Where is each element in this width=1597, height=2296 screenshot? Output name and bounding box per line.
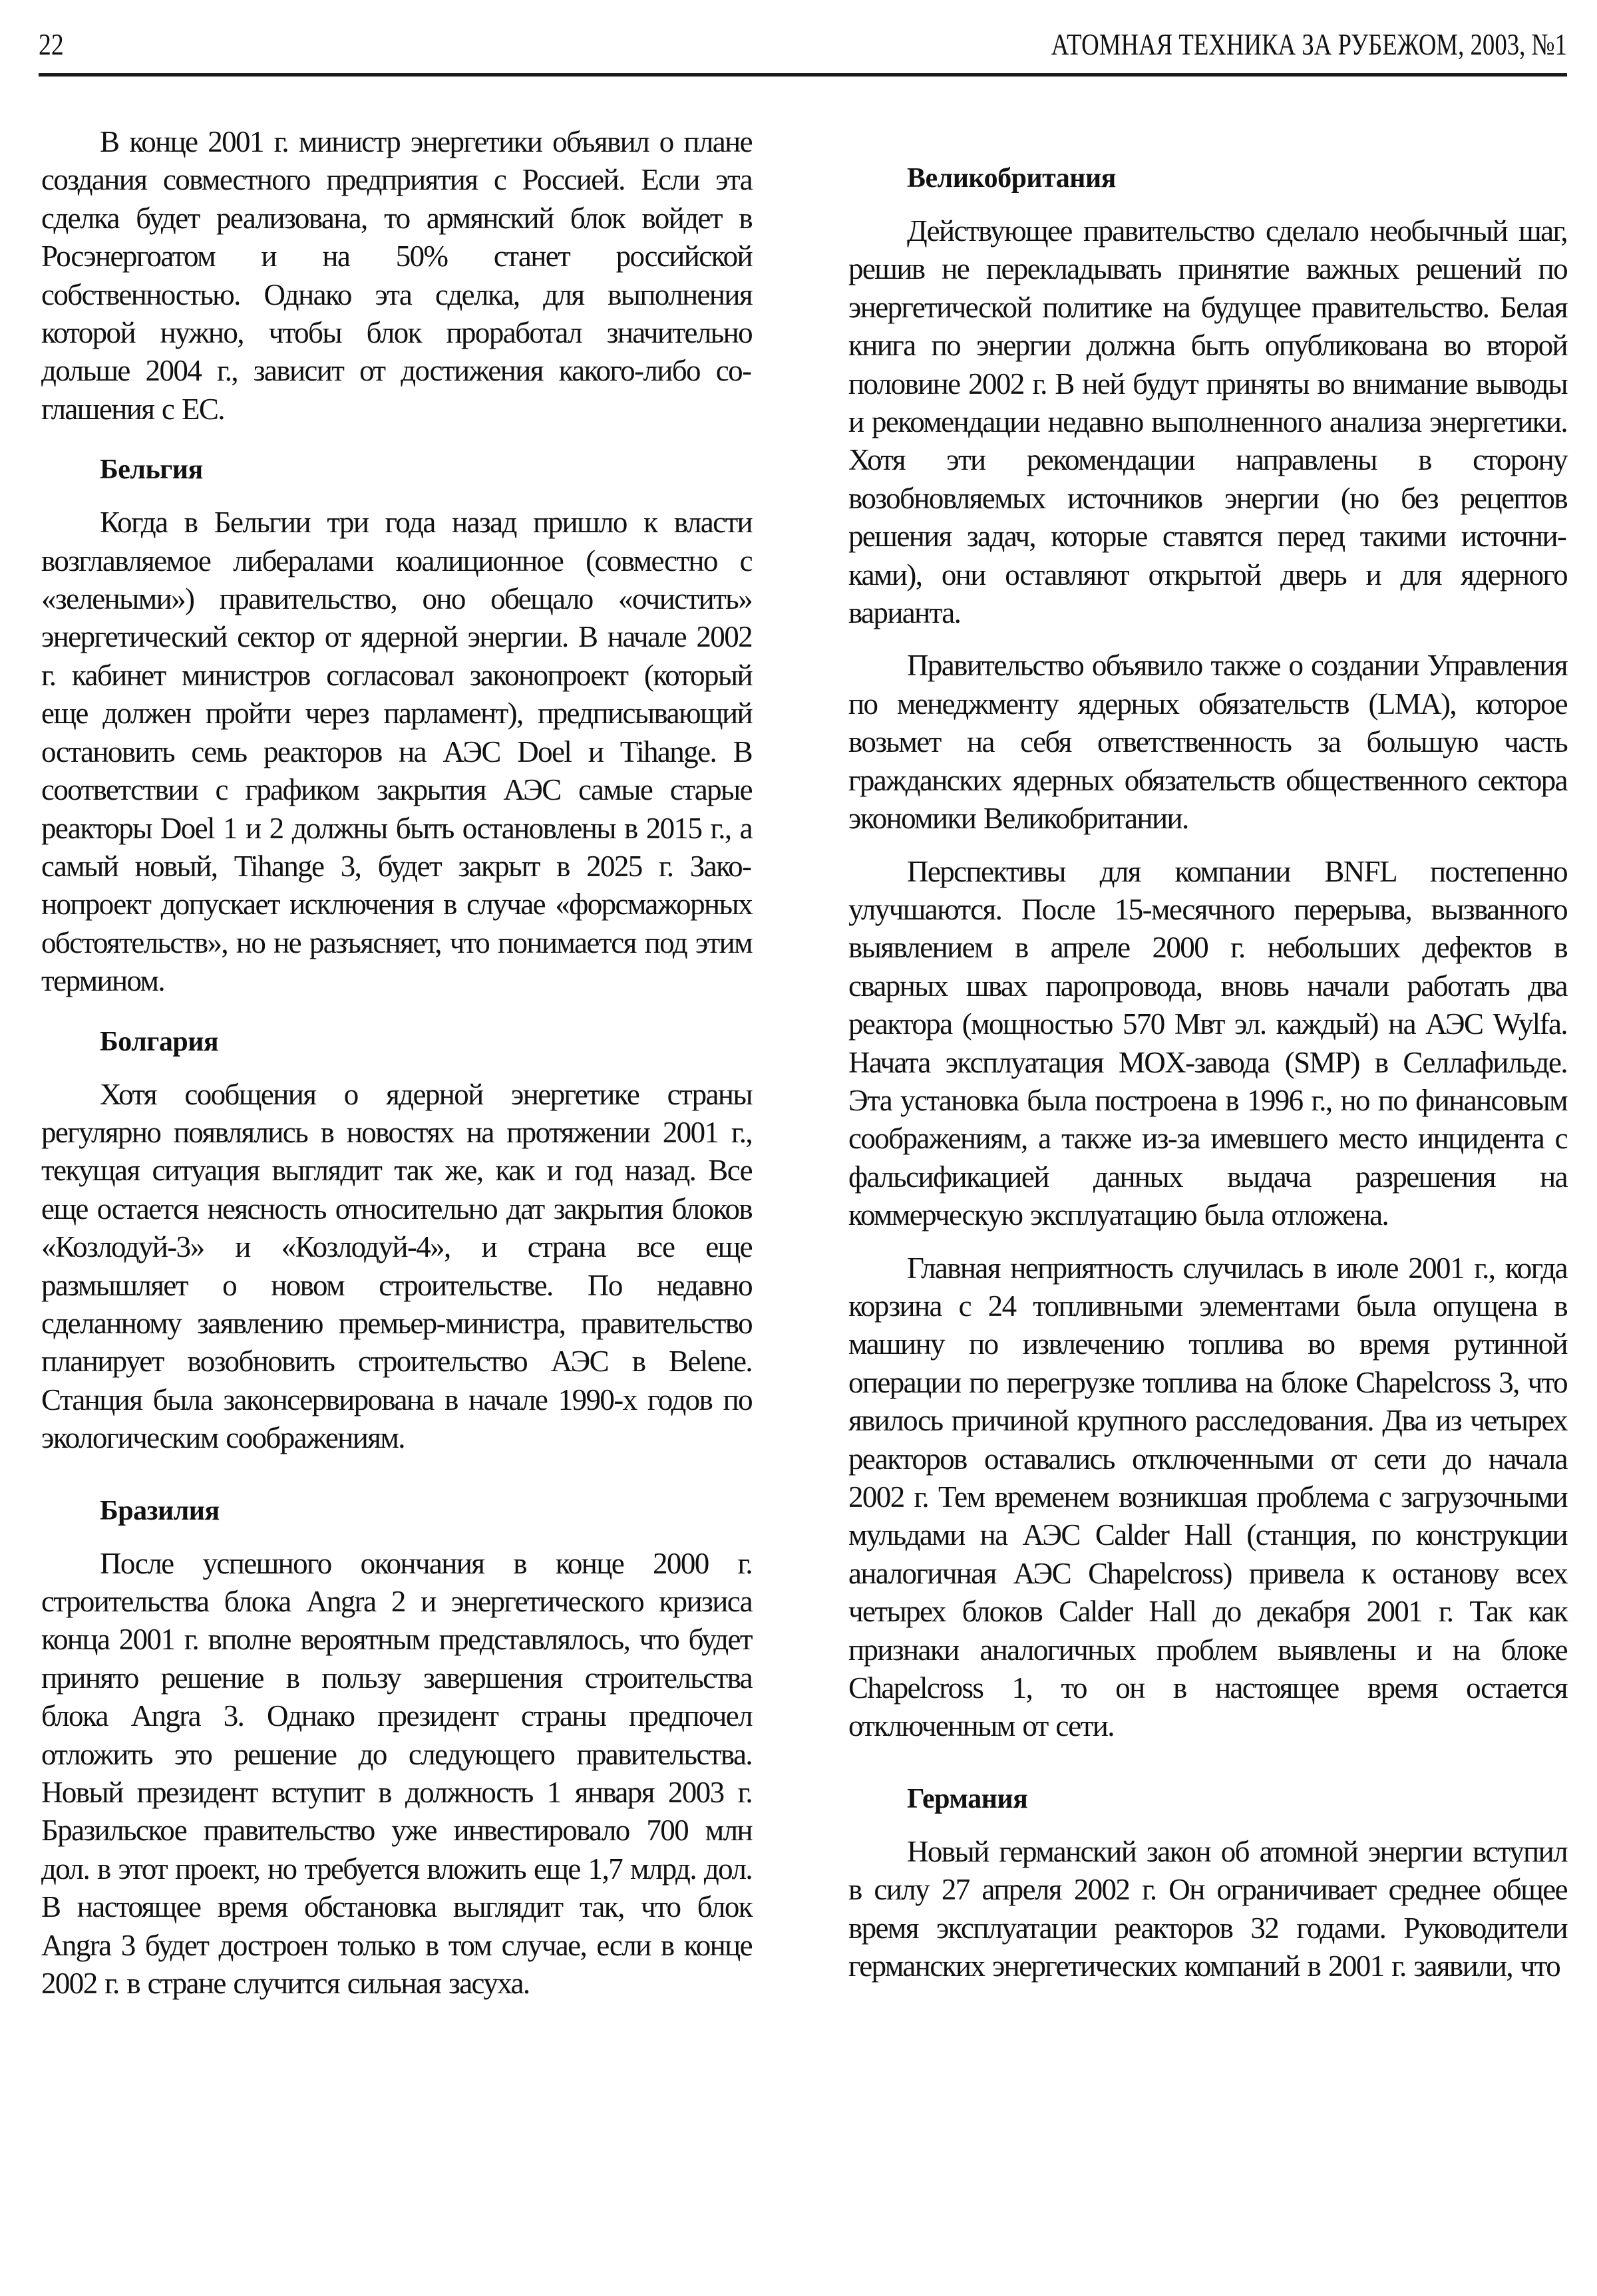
section-bulgaria [41,1023,752,1458]
running-header [39,27,1567,73]
left-column [41,123,752,2003]
section-heading: Великобритания [907,163,1116,194]
right-column [848,160,1567,1985]
section-heading: Бразилия [100,1495,220,1526]
journal-title: АТОМНАЯ ТЕХНИКА ЗА РУБЕЖОМ, 2003, №1 [1051,27,1567,61]
section-heading: Германия [907,1783,1028,1814]
paragraph: Когда в Бельгии три года назад пришло к власти возглавляемое либералами коалиционное (совместно с «зелеными») правительство, оно обещало «очистить» энергетический сектор от ядерной энергии. В начале 2002 г. кабинет министров согласовал законопроект (который еще должен пройти через парламент), предписывающий остановить семь реакторов на АЭС Doel и Tihange. В соответствии с графиком закрытия АЭС самые старые реакторы Doel 1 и 2 должны быть остановлены в 2015 г., а самый новый, Tihange 3, будет закрыт в 2025 г. Законопроект допускает исключения в случае «форсмажорных обстоятельств», но не разъясняет, что понимается под этим термином. [41,506,752,998]
section-belgium [41,451,752,1000]
paragraph: Главная неприятность случилась в июле 2001 г., когда корзина с 24 топливными элементами была опущена в машину по извлечению топлива во время рутинной операции по перегрузке топлива на блоке Chapelcross 3, что явилось причиной крупного расследования. Два из четырех реакторов оставались отключенными от сети до начала 2002 г. Тем временем возникшая проблема с загрузочными мульдами на АЭС Calder Hall (станция, по конструкции аналогичная АЭС Chapelcross) привела к останову всех четырех блоков Calder Hall до декабря 2001 г. Так как признаки аналогичных проблем выявлены и на блоке Chapelcross 1, то он в настоящее время остается отключенным от сети. [848,1251,1567,1743]
paragraph: Хотя сообщения о ядерной энергетике страны регулярно появлялись в новостях на протяжении 2001 г., текущая ситуация выглядит так же, как и год назад. Все еще остается неясность относительно дат закрытия блоков «Козлодуй-3» и «Козлодуй-4», и страна все еще размышляет о новом строительстве. По недавно сделанному заявлению премьер-министра, правительство планирует возобновить строительство АЭС в Belene. Станция была законсервирована в начале 1990-х годов по экологическим соображениям. [41,1077,752,1455]
section-brazil [41,1492,752,2003]
page-number: 22 [39,27,64,61]
paragraph: Действующее правительство сделало необычный шаг, решив не перекладывать принятие важных решений по энергетической политике на будущее правительство. Белая книга по энергии должна быть опубликована во второй половине 2002 г. В ней будут приняты во внимание выводы и рекомендации недавно выполненного анализа энергетики. Хотя эти рекомендации направлены в сторону возобновляемых источников энергии (но без рецептов решения задач, которые ставятся перед такими источниками), они оставляют открытой дверь и для ядерного варианта. [848,214,1567,630]
section-heading: Болгария [100,1026,219,1057]
intro-paragraph: В конце 2001 г. министр энергетики объявил о плане создания совместного предприятия с Россией. Если эта сделка будет реализована, то армянский блок войдет в Росэнергоатом и на 50% станет российской собственностью. Однако эта сделка, для выполнения которой нужно, чтобы блок проработал значительно дольше 2004 г., зависит от достижения какого-либо соглашения с ЕС. [41,125,752,426]
section-heading: Бельгия [100,454,203,486]
paragraph: Новый германский закон об атомной энергии вступил в силу 27 апреля 2002 г. Он ограничивает среднее общее время эксплуатации реакторов 32 годами. Руководители германских энергетических компаний в 2001 г. заявили, что [848,1834,1567,1983]
header-rule [39,73,1567,77]
section-uk [848,160,1567,1746]
paragraph: После успешного окончания в конце 2000 г. строительства блока Angra 2 и энергетического кризиса конца 2001 г. вполне вероятным представлялось, что будет принято решение в пользу завершения строительства блока Angra 3. Однако президент страны предпочел отложить это решение до следующего правительства. Новый президент вступит в должность 1 января 2003 г. Бразильское правительство уже инвестировало 700 млн дол. в этот проект, но требуется вложить еще 1,7 млрд. дол. В настоящее время обстановка выглядит так, что блок Angra 3 будет достроен только в том случае, если в конце 2002 г. в стране случится сильная засуха. [41,1546,752,2001]
paragraph: Перспективы для компании BNFL постепенно улучшаются. После 15-месячного перерыва, вызванного выявлением в апреле 2000 г. небольших дефектов в сварных швах паропровода, вновь начали работать два реактора (мощностью 570 Мвт эл. каждый) на АЭС Wylfa. Начата эксплуатация MOX-завода (SMP) в Селлафильде. Эта установка была построена в 1996 г., но по финансовым соображениям, а также из-за имевшего место инцидента с фальсификацией данных выдача разрешения на коммерческую эксплуатацию была отложена. [848,854,1567,1232]
paragraph: Правительство объявило также о создании Управления по менеджменту ядерных обязательств (LMA), которое возьмет на себя ответственность за большую часть гражданских ядерных обязательств общественного сектора экономики Великобритании. [848,649,1567,836]
section-germany [848,1780,1567,1986]
